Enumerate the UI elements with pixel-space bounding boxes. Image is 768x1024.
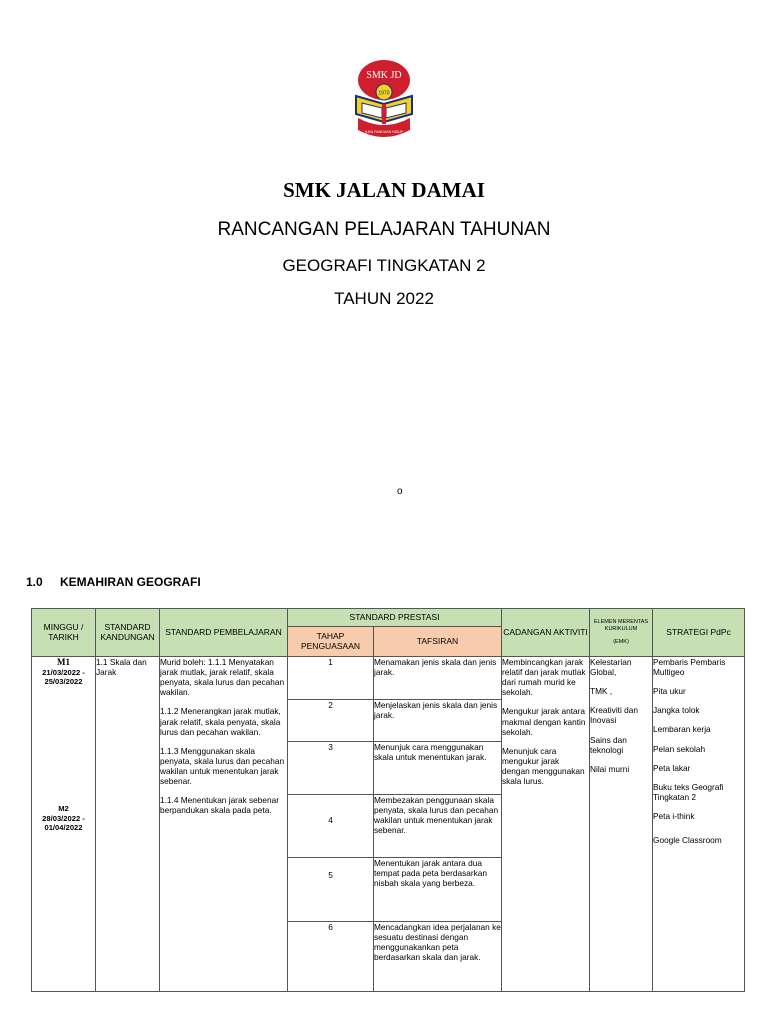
logo-top-text: SMK JD (366, 70, 402, 81)
header-standard-prestasi: STANDARD PRESTASI (288, 609, 502, 627)
header-emk-label: ELEMEN MERENTAS KURIKULUM (593, 619, 649, 633)
emk-item: Sains dan teknologi (590, 734, 627, 755)
cadangan-item: Menunjuk cara mengukur jarak dengan menggunakan skala lurus. (502, 745, 585, 787)
tafsiran-cell: Membezakan penggunaan skala penyata, skala lurus dan pecahan wakilan untuk menentukan jarak sebenar. (374, 795, 502, 858)
tafsiran-cell: Menunjuk cara menggunakan skala untuk menentukan jarak. (374, 742, 502, 795)
tafsiran-cell: Menentukan jarak antara dua tempat pada peta berdasarkan nisbah skala yang berbeza. (374, 858, 502, 922)
strategi-item: Lembaran kerja (653, 724, 711, 735)
strategi-item: Pita ukur (653, 686, 686, 697)
emk-cell (590, 657, 653, 992)
subject-title: GEOGRAFI TINGKATAN 2 (282, 256, 486, 275)
section-number: 1.0 (26, 575, 43, 589)
cadangan-item: Mengukur jarak antara makmal dengan kantin sekolah. (502, 706, 586, 737)
week-m2 (32, 804, 95, 832)
tahap-cell: 3 (288, 742, 374, 795)
stray-mark: o (397, 486, 403, 497)
plan-title: RANCANGAN PELAJARAN TAHUNAN (217, 219, 551, 240)
header-tahap: TAHAP PENGUASAAN (288, 627, 374, 657)
week-m1-dates: 21/03/2022 - 25/03/2022 (42, 667, 85, 687)
section-heading (26, 575, 201, 589)
header-cadangan: CADANGAN AKTIVITI (502, 609, 590, 657)
tahap-cell: 2 (288, 700, 374, 742)
header-strategi: STRATEGI PdPc (653, 609, 745, 657)
tahap-cell: 5 (288, 858, 374, 922)
standard-pembelajaran-cell (160, 657, 288, 992)
strategi-item: Pelan sekolah (653, 743, 706, 754)
week-m1 (32, 657, 95, 686)
strategi-item: Peta lakar (653, 762, 691, 773)
week-m1-label: M1 (57, 657, 70, 667)
cadangan-item: Membincangkan jarak relatif dan jarak mutlak dari rumah murid ke sekolah. (502, 657, 586, 698)
header-tafsiran: TAFSIRAN (374, 627, 502, 657)
emk-item: TMK , (590, 686, 613, 697)
week-m2-dates: 28/03/2022 - 01/04/2022 (42, 813, 85, 832)
standard-kandungan-cell: 1.1 Skala dan Jarak (96, 657, 160, 992)
sp-item: 1.1.2 Menerangkan jarak mutlak, jarak relatif, skala penyata, skala lurus dan pecahan wakilan. (160, 706, 281, 737)
strategi-cell (653, 657, 745, 992)
header-standard-pembelajaran: STANDARD PEMBELAJARAN (160, 609, 288, 657)
header-emk-abbr: (EMK) (613, 638, 629, 645)
week-m2-label: M2 (58, 804, 69, 814)
strategi-item: Google Classroom (653, 835, 722, 846)
strategi-item: Pembaris Pembaris Multigeo (653, 657, 726, 678)
tahap-cell: 1 (288, 657, 374, 700)
lesson-plan-table (31, 608, 745, 992)
logo-year-text: 1970 (378, 90, 390, 97)
sp-item: Murid boleh: 1.1.1 Menyatakan jarak mutlak, jarak relatif, skala penyata, skala lurus dan pecahan wakilan. (160, 657, 285, 698)
emk-item: Kelestarian Global, (590, 657, 632, 678)
header-minggu: MINGGU / TARIKH (32, 609, 96, 657)
header-emk (590, 609, 653, 657)
tahap-cell: 4 (288, 795, 374, 858)
tafsiran-cell: Mencadangkan idea perjalanan ke sesuatu destinasi dengan menggunakankan peta berdasarkan skala dan jarak. (374, 922, 502, 992)
school-logo (352, 58, 416, 150)
emk-item: Kreativiti dan Inovasi (590, 705, 638, 726)
tafsiran-cell: Menamakan jenis skala dan jenis jarak. (374, 657, 502, 700)
emk-item: Nilai murni (590, 763, 630, 774)
header-standard-kandungan: STANDARD KANDUNGAN (96, 609, 160, 657)
sp-item: 1.1.4 Menentukan jarak sebenar berpandukan skala pada peta. (160, 795, 280, 816)
strategi-item: Peta i-think (653, 810, 695, 821)
school-name: SMK JALAN DAMAI (283, 178, 485, 202)
tafsiran-cell: Menjelaskan jenis skala dan jenis jarak. (374, 700, 502, 742)
logo-banner-text: ILMU PANDUAN HIDUP (364, 130, 404, 134)
cadangan-cell (502, 657, 590, 992)
minggu-cell (32, 657, 96, 992)
strategi-item: Buku teks Geografi Tingkatan 2 (653, 781, 724, 802)
sp-item: 1.1.3 Menggunakan skala penyata, skala lurus dan pecahan wakilan untuk menentukan jarak sebenar. (160, 745, 285, 787)
section-title: KEMAHIRAN GEOGRAFI (60, 575, 201, 589)
year-title: TAHUN 2022 (334, 289, 434, 308)
tahap-cell: 6 (288, 922, 374, 992)
strategi-item: Jangka tolok (653, 705, 700, 716)
